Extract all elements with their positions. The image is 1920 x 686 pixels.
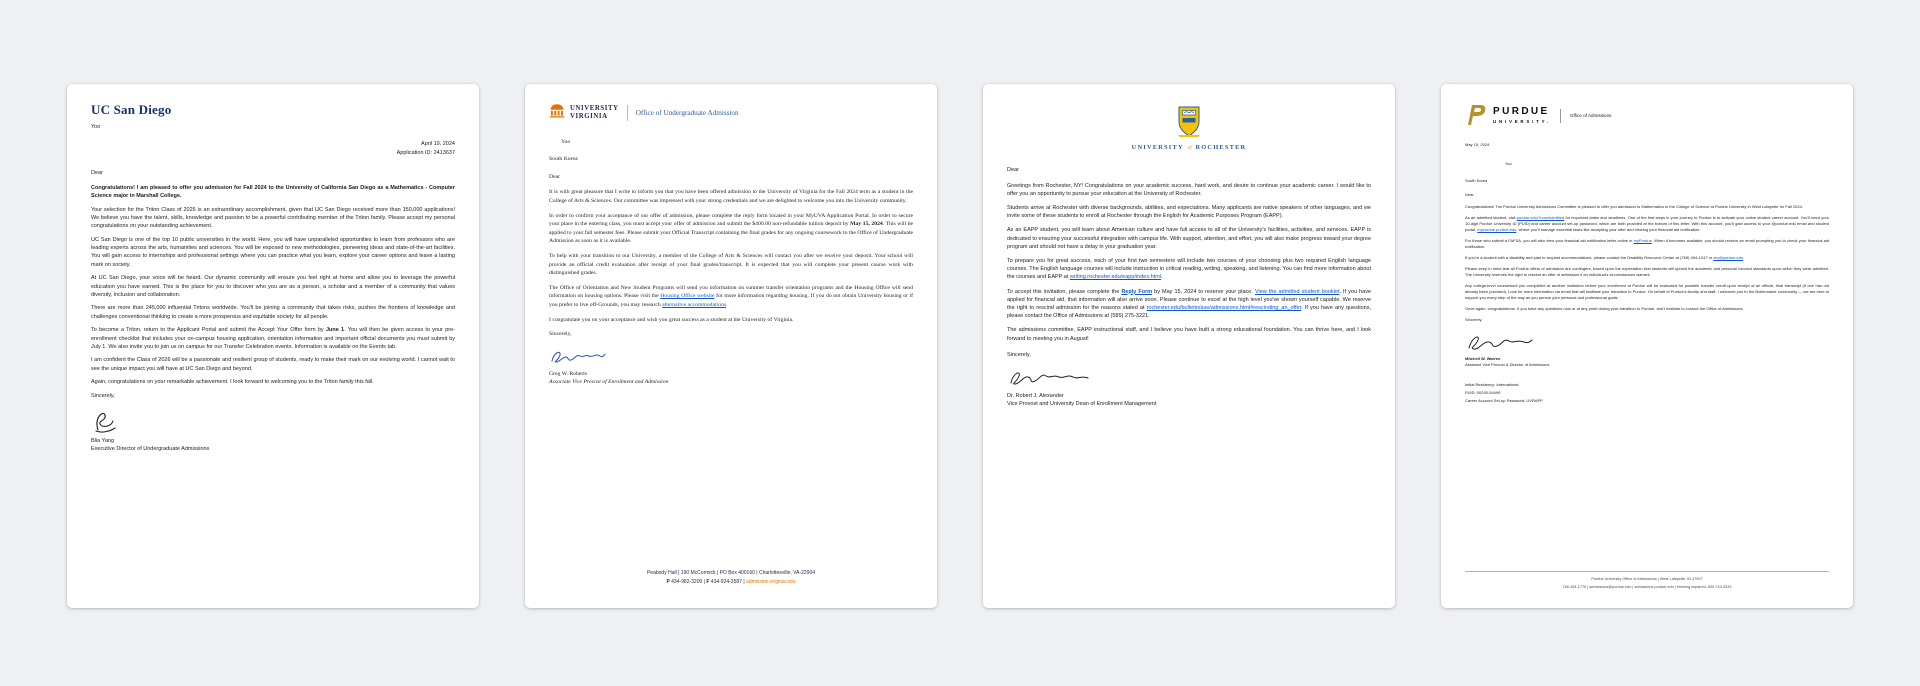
purdue-office-name: Office of Admissions [1569, 113, 1612, 118]
text-segment: At UC San Diego, your voice will be heard. Our dynamic community will ensure you feel right at home and allow you to leverage the powerful education you have earned. This is the place for you to discover who you are as a person, a scholar and a member of a community that values diversity, inclusion and collaboration. [91, 275, 455, 298]
uva-wordmark-line1: UNIVERSITY [570, 104, 619, 112]
inline-link[interactable]: writing.rochester.edu/eapp/index.html [1069, 274, 1161, 281]
letter-paragraph [1007, 226, 1371, 251]
letter-body [91, 184, 455, 387]
recipient-name: Yoo [1505, 161, 1512, 166]
purdue-wordmark-line2: UNIVERSITY. [1493, 118, 1551, 124]
letter-paragraph [1007, 182, 1371, 198]
signature-title: Executive Director of Undergraduate Admissions [91, 446, 210, 453]
inline-link[interactable]: drc@purdue.edu [1713, 255, 1744, 260]
text-segment: Peabody Hall | 190 McCormick | PO Box 400160 | Charlottesville, VA-22904 [646, 569, 816, 576]
rochester-wordmark-of: of [1187, 145, 1192, 152]
text-segment: . You will then be given access to your pre-enrollment checklist that includes your on-campus housing application, orientation information and important official documents you must submit by July 1. We also invite you to join us on campus for our Transfer Celebration events. Information is available on the Events tab. [91, 327, 455, 350]
recipient-name: Yoo [561, 138, 571, 145]
letter-paragraph [1465, 204, 1829, 210]
letter-body [549, 188, 913, 324]
footer-divider [1465, 571, 1829, 572]
text-segment: The admissions committee, EAPP instructional staff, and I believe you have built a strong educational foundation. You can thrive here, and I look forward to meeting you in August! [1007, 327, 1371, 342]
uva-letterhead [549, 104, 913, 122]
purdue-letterhead [1465, 104, 1829, 128]
uva-footer [549, 567, 913, 586]
text-segment: If you're a student with a disability and plan to request accommodations, please contact the Disability Resource Center at (765) 494-1247 or [1465, 255, 1714, 260]
inline-link[interactable]: alternative accommodations [662, 301, 727, 308]
purdue-footer-lines [1465, 577, 1829, 590]
letter-paragraph [91, 206, 455, 231]
ucsd-wordmark: UC San Diego [91, 102, 172, 117]
header-divider [1560, 109, 1561, 123]
letter-paragraph [1465, 255, 1829, 261]
signature-title: Vice Provost and University Dean of Enrollment Management [1007, 401, 1157, 408]
text-segment: To accept this invitation, please complete the [1007, 288, 1122, 295]
inline-link[interactable]: purdue.edu/YoureAdmitted [1516, 215, 1565, 220]
signature-script-icon [549, 347, 913, 367]
text-segment: Please keep in mind that all Purdue offers of admission are contingent, based upon the expectation that students will uphold the academic and personal conduct standards upon which they were admitted. The University reserves the right to rescind an offer of admission if an individual's circumstances warrant. [1465, 266, 1829, 277]
letter-university-of-rochester [983, 84, 1395, 608]
rochester-wordmark-prefix: UNIVERSITY [1131, 144, 1184, 152]
letter-paragraph [91, 274, 455, 299]
rochester-shield-icon [1176, 106, 1202, 141]
letter-paragraph [91, 356, 455, 372]
text-segment: . [726, 301, 728, 308]
letter-purdue-university [1441, 84, 1853, 608]
text-segment: . If you have applied for financial aid, that information will also arrive soon. Please continue to excel at the high level you've shown yourself capable. We reserve the right to rescind admission for the reasons stated at [1007, 288, 1372, 312]
purdue-wordmark [1493, 107, 1551, 125]
letter-paragraph [91, 304, 455, 320]
text-segment: , where you'll manage essential tasks like accepting your offer and viewing your financial aid notification. [1516, 227, 1701, 232]
text-segment: . If you have any questions, please contact the Office of Admissions at (585) 275-3221. [1007, 305, 1372, 320]
text-segment: Again, congratulations on your remarkable achievement. I look forward to welcoming you to the Triton family this fall. [91, 379, 374, 386]
letter-date: May 15, 2024 [1465, 142, 1490, 147]
detail-puid: PUID: 00293-54499 [1465, 390, 1501, 395]
signature-name: Greg W. Roberts [549, 370, 588, 377]
text-segment: Congratulations! The Purdue University Admissions Committee is pleased to offer you admission to Mathematics in the College of Science at Purdue University in West Lafayette for Fall 2024. [1465, 204, 1803, 209]
text-segment: Any college-level coursework you completed at another institution before your enrollment at Purdue will be evaluated for possible transfer credit upon receipt of an official, final transcript (if one has not already been provided). Look for more information via email that will facilitate your transition to Purdue. On behalf of Purdue's faculty and staff, I welcome you to the Boilermaker community — we are here to support you every step of the way as you pursue your personal and professional goals. [1465, 283, 1829, 300]
letter-date: April 19, 2024 [421, 141, 455, 148]
letter-paragraph [91, 236, 455, 269]
letter-paragraph [1007, 326, 1371, 342]
text-segment: for more information regarding housing. If you do not obtain University housing or if you prefer to live off-Grounds, you may research [549, 293, 914, 308]
detail-career-account-password: Career Account Set-up Password: UVRAPP [1465, 398, 1543, 403]
text-segment: As an EAPP student, you will learn about American culture and have full access to all of the University's facilities, activities, and services. EAPP is dedicated to ensuring your successful integration with campus life. With support, attention, and effort, you will also make progress toward your degree program and should not have a delay in your graduation year. [1007, 227, 1371, 250]
text-segment: To prepare you for great success, each of your first two semesters will include two courses of your choosing plus two required English language courses. The English language courses will include instruction in critical reading, writing, speaking, and listening. You can find more information about the courses and EAPP at [1007, 258, 1371, 281]
purdue-wordmark-line1: PURDUE [1493, 106, 1550, 118]
inline-link[interactable]: Housing Office website [660, 293, 715, 300]
letter-paragraph [91, 378, 455, 386]
letter-paragraph [1007, 257, 1371, 282]
letter-paragraph [549, 316, 913, 325]
inline-link[interactable]: Reply Form [1121, 288, 1153, 295]
salutation: Dear [91, 169, 103, 176]
uva-office-name: Office of Undergraduate Admission [635, 108, 739, 117]
rochester-wordmark-name: ROCHESTER [1195, 144, 1247, 152]
letter-paragraph [549, 284, 913, 310]
text-segment: 434-982-3200 | [671, 579, 707, 585]
letter-paragraph [1465, 238, 1829, 250]
text-segment: To help with your transition to our University, a member of the College of Arts & Sciences will contact you after we receive your deposit. Your school will provide an official credit evaluation after receipt of your final grades/transcript. It is expected that you will complete your present course work with distinguished grades. [549, 252, 913, 277]
purdue-footer [1465, 571, 1829, 590]
salutation: Dear [549, 173, 561, 180]
detail-initial-residency: Initial Residency: International [1465, 382, 1519, 387]
letter-paragraph [549, 579, 913, 586]
header-divider [627, 105, 628, 121]
letter-paragraph [549, 570, 913, 577]
text-segment: As an admitted student, visit [1465, 215, 1517, 220]
text-segment: . This will be applied to your fall semester fees. Please submit your Official Transcript containing the final grades for any ongoing coursework to the Office of Undergraduate Admission as soon as it is available. [549, 221, 913, 245]
signature-script-icon [1007, 367, 1371, 389]
signature-name: Blia Yang [91, 438, 115, 445]
letter-paragraph [1007, 288, 1371, 321]
letter-body [1007, 182, 1371, 343]
uva-rotunda-icon [549, 104, 565, 122]
letter-body [1465, 204, 1829, 312]
text-segment: for important dates and deadlines. One of the first steps in your journey to Purdue is to activate your online student career account. You'll need your 10-digit Purdue University ID (PUID) and career account set-up password, which are both provided at the bottom of this letter. With this account, you'll gain access to your @purdue.edu email and student portal, [1465, 215, 1830, 232]
text-segment: . [1161, 274, 1163, 281]
letter-paragraph [549, 188, 913, 205]
letter-paragraph [549, 212, 913, 246]
text-segment: Once again, congratulations. If you have any questions now or at any point during your transition to Purdue, don't hesitate to contact the Office of Admissions. [1465, 306, 1744, 311]
signature-script-icon [91, 408, 455, 434]
inline-link[interactable]: myPurdue [1633, 238, 1652, 243]
text-segment: Greetings from Rochester, NY! Congratulations on your academic success, hard work, and desire to continue your academic career. I would like to offer you an opportunity to pursue your education at the University of Rochester. [1007, 182, 1371, 197]
text-segment: admission.virginia.edu [746, 579, 796, 585]
text-segment: There are more than 245,000 influential Tritons worldwide. You'll be joining a community that takes risks, pushes the frontiers of knowledge and challenges conventional thinking to create a more prosperous and equitable society for all people. [91, 305, 455, 320]
text-segment: The Office of Orientation and New Student Programs will send you information on summer transfer orientation programs and the Housing Office will send information on housing options. Please visit the [549, 284, 913, 300]
signature-script-icon [1465, 331, 1829, 353]
text-segment: May 15, 2024 [850, 221, 883, 228]
letter-paragraph [1465, 283, 1829, 301]
text-segment: It is with great pleasure that I write to inform you that you have been offered admission to the University of Virginia for the Fall 2024 term as a student in the College of Arts & Sciences. Our committee was impressed with your strong credentials and we are delighted to welcome you into the University community. [549, 189, 913, 204]
application-id: Application ID: 2413637 [396, 149, 455, 156]
letter-paragraph [1465, 306, 1829, 312]
recipient-region: South Korea [549, 156, 578, 163]
text-segment: by May 15, 2024 to reserve your place. [1152, 288, 1255, 295]
recipient-name: Yoo [91, 124, 101, 131]
letter-paragraph [1465, 585, 1829, 590]
text-segment: 434-924-3587 | [710, 579, 747, 585]
signature-title: Associate Vice Provost of Enrollment and Admission [549, 379, 669, 386]
salutation: Dear [1465, 192, 1474, 197]
date-block [91, 140, 455, 156]
signature-name: Dr. Robert J. Alexander [1007, 393, 1064, 400]
salutation: Dear [1007, 167, 1019, 174]
letter-paragraph [91, 326, 455, 351]
letter-paragraph [1465, 577, 1829, 582]
letter-paragraph [1465, 215, 1829, 233]
text-segment: . When it becomes available, you should receive an email prompting you to check your financial aid notification. [1465, 238, 1829, 249]
signature-title: Assistant Vice Provost & Director of Admissions [1465, 362, 1550, 367]
closing: Sincerely, [91, 393, 115, 400]
text-segment: I am confident the Class of 2026 will be a passionate and resilient group of students, ready to make their mark on our evolving world. I cannot wait to see the unique impact you will have at UC San Diego and beyond. [91, 357, 455, 372]
text-segment: P [666, 579, 672, 585]
letter-university-of-virginia [525, 84, 937, 608]
text-segment: Congratulations! I am pleased to offer you admission for Fall 2024 to the University of California San Diego as a Mathematics - Computer Science major in Marshall College. [91, 185, 455, 200]
rochester-wordmark [1132, 144, 1247, 152]
text-segment: Your selection for the Triton Class of 2026 is an extraordinary accomplishment, given that UC San Diego received more than 150,000 applications! We believe you have the talent, skills, knowledge and passion to be a powerful contributing member of the Triton family. Please accept my personal congratulations on your outstanding achievement. [91, 206, 455, 230]
closing: Sincerely, [1465, 317, 1483, 322]
text-segment: Purdue University Office of Admissions | West Lafayette, IN 47907 [1591, 576, 1703, 581]
recipient-region: South Korea [1465, 178, 1488, 183]
uva-wordmark-line2: VIRGINIA [570, 112, 608, 120]
text-segment: Students arrive at Rochester with diverse backgrounds, abilities, and expectations. Many applicants are native speakers of other languages, and we invite some of these students to enroll at Rochester through the English for Academic Purposes Program (EAPP). [1007, 205, 1371, 220]
text-segment: . [1743, 255, 1745, 260]
letter-paragraph [1007, 204, 1371, 220]
inline-link[interactable]: rochester.edu/bulletin/ase/admissions.html#rescinding_an_offer [1146, 305, 1302, 312]
letter-paragraph [549, 252, 913, 278]
uva-university-wordmark [570, 105, 619, 121]
closing: Sincerely, [549, 331, 572, 338]
letter-uc-san-diego [67, 84, 479, 608]
text-segment: UC San Diego is one of the top 10 public universities in the world. Here, you will have unparalleled opportunities to learn from professors who are leading experts across the arts, humanities and sciences. You will be exposed to new methodologies, pioneering ideas and state-of-the-art facilities. You will gain access to internships and professional settings where you can practice what you learn, explore your career options and leave a lasting mark on society. [91, 237, 455, 268]
text-segment: In order to confirm your acceptance of our offer of admission, please complete the reply form located in your MyUVA Application Portal. In order to secure your place in the entering class, you must accept your offer of admission and submit the $400.00 non-refundable tuition deposit by [549, 212, 913, 228]
inline-link[interactable]: mypurdue.purdue.edu [1477, 227, 1517, 232]
letter-paragraph [1465, 266, 1829, 278]
inline-link[interactable]: View the admitted student booklet [1254, 288, 1340, 295]
text-segment: For those who submit a FAFSA, you will also view your financial aid notification letter online in [1465, 238, 1634, 243]
text-segment: 765-494-1776 | admissions@purdue.edu | admissions.purdue.edu | Hearing impaired: 800-743-3333 [1562, 584, 1732, 589]
letter-paragraph [91, 184, 455, 200]
rochester-letterhead [1007, 106, 1371, 152]
closing: Sincerely, [1007, 351, 1031, 358]
admission-details [1465, 382, 1829, 404]
text-segment: F [706, 579, 711, 585]
purdue-p-icon [1465, 104, 1487, 128]
text-segment: To become a Triton, return to the Applicant Portal and submit the Accept Your Offer form by [91, 327, 326, 334]
signature-name: Mitchell W. Warren [1465, 356, 1501, 361]
text-segment: June 1 [325, 327, 345, 334]
text-segment: I congratulate you on your acceptance and wish you great success as a student at the University of Virginia. [549, 316, 794, 323]
